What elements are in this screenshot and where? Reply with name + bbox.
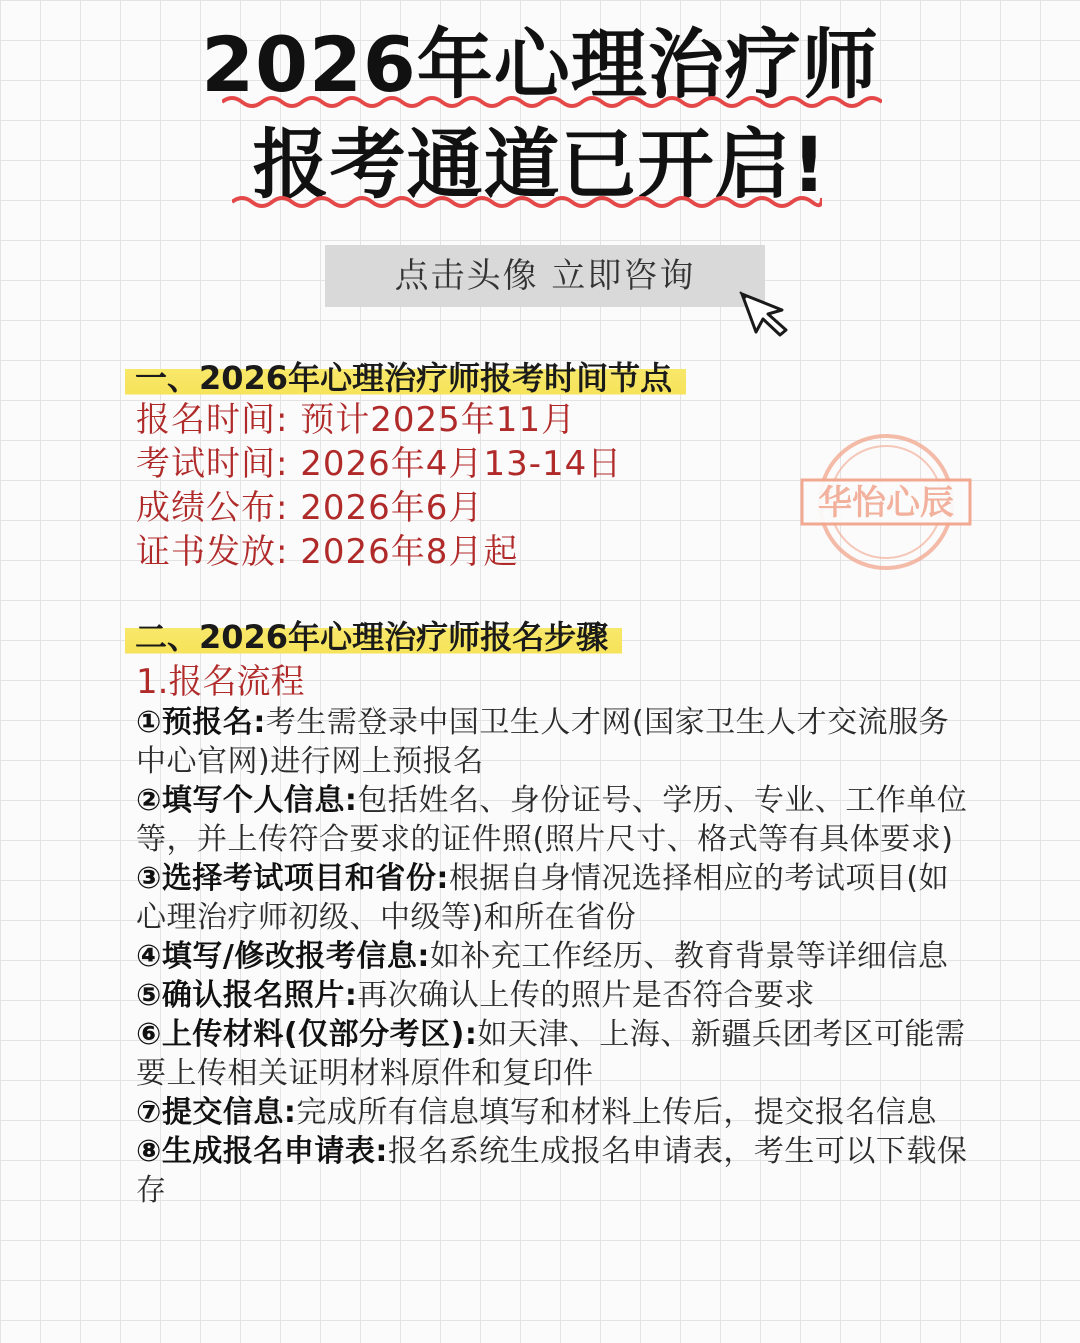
list-item <box>136 1015 976 1093</box>
timeline-row-exam <box>136 442 622 486</box>
page-title-line-2: 报考通道已开启! <box>252 120 828 209</box>
step-title: ⑤确认报名照片: <box>136 978 358 1013</box>
section-heading-steps: 二、2026年心理治疗师报名步骤 <box>125 615 622 659</box>
timeline-value: 2026年8月起 <box>300 532 519 572</box>
step-text: 考生需登录中国卫生人才网(国家卫生人才交流服务中心官网)进行网上预报名 <box>136 705 950 779</box>
step-title: ②填写个人信息: <box>136 783 358 818</box>
step-title: ①预报名: <box>136 705 266 740</box>
timeline-label: 证书发放: <box>136 532 289 572</box>
timeline-row-registration <box>136 398 576 442</box>
step-title: ⑦提交信息: <box>136 1095 297 1130</box>
step-list <box>136 703 976 1210</box>
step-text: 完成所有信息填写和材料上传后，提交报名信息 <box>296 1095 937 1130</box>
list-item <box>136 703 976 781</box>
timeline-row-certificate <box>136 530 518 574</box>
step-text: 如天津、上海、新疆兵团考区可能需要上传相关证明材料原件和复印件 <box>136 1017 966 1091</box>
section-heading-timeline: 一、2026年心理治疗师报考时间节点 <box>125 356 686 400</box>
list-item <box>136 1132 976 1210</box>
step-text: 如补充工作经历、教育背景等详细信息 <box>429 939 949 974</box>
step-text: 根据自身情况选择相应的考试项目(如心理治疗师初级、中级等)和所在省份 <box>136 861 950 935</box>
watermark-stamp-text: 华怡心辰 <box>818 483 954 523</box>
page-title-line-1: 2026年心理治疗师 <box>201 20 879 109</box>
subheading-registration-process: 1.报名流程 <box>136 662 305 702</box>
step-text: 包括姓名、身份证号、学历、专业、工作单位等，并上传符合要求的证件照(照片尺寸、格式等有具体要求) <box>136 783 968 857</box>
consult-cta-button[interactable]: 点击头像 立即咨询 <box>325 245 765 307</box>
timeline-label: 成绩公布: <box>136 488 289 528</box>
arrow-cursor-icon <box>738 290 794 338</box>
timeline-value: 预计2025年11月 <box>300 400 577 440</box>
list-item <box>136 1093 976 1132</box>
title-wavy-underline-1 <box>222 94 882 110</box>
step-title: ③选择考试项目和省份: <box>136 861 449 896</box>
timeline-value: 2026年4月13-14日 <box>300 444 623 484</box>
timeline-label: 考试时间: <box>136 444 289 484</box>
watermark-stamp <box>798 430 974 574</box>
step-text: 报名系统生成报名申请表，考生可以下载保存 <box>136 1134 968 1208</box>
timeline-row-results <box>136 486 483 530</box>
timeline-value: 2026年6月 <box>300 488 484 528</box>
title-wavy-underline-2 <box>232 194 822 210</box>
timeline-label: 报名时间: <box>136 400 289 440</box>
step-text: 再次确认上传的照片是否符合要求 <box>357 978 815 1013</box>
step-title: ⑧生成报名申请表: <box>136 1134 388 1169</box>
list-item <box>136 937 976 976</box>
step-title: ⑥上传材料(仅部分考区): <box>136 1017 478 1052</box>
step-title: ④填写/修改报考信息: <box>136 939 430 974</box>
list-item <box>136 781 976 859</box>
list-item <box>136 859 976 937</box>
list-item <box>136 976 976 1015</box>
